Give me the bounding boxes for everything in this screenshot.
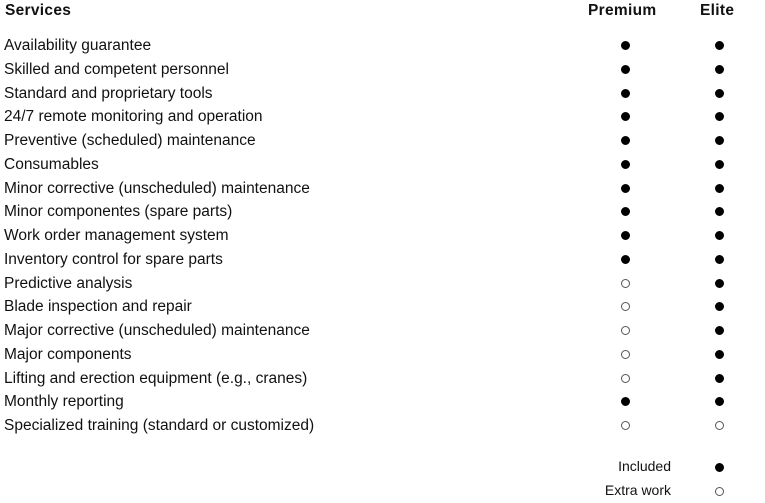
filled-circle-icon [715, 374, 724, 383]
table-row [0, 248, 765, 272]
filled-circle-icon [715, 279, 724, 288]
filled-circle-icon [715, 65, 724, 74]
legend-included [0, 454, 765, 478]
service-label: Skilled and competent personnel [4, 60, 229, 78]
open-circle-icon [621, 326, 630, 335]
table-row [0, 272, 765, 296]
filled-circle-icon [621, 89, 630, 98]
filled-circle-icon [621, 397, 630, 406]
open-circle-icon [715, 421, 724, 430]
filled-circle-icon [621, 65, 630, 74]
filled-circle-icon [715, 184, 724, 193]
open-circle-icon [621, 421, 630, 430]
filled-circle-icon [621, 255, 630, 264]
filled-circle-icon [621, 41, 630, 50]
filled-circle-icon [715, 160, 724, 169]
open-circle-icon [621, 302, 630, 311]
filled-circle-icon [621, 160, 630, 169]
table-row [0, 153, 765, 177]
legend-extra [0, 478, 765, 502]
legend [0, 454, 765, 502]
table-row [0, 58, 765, 82]
table-row [0, 367, 765, 391]
filled-circle-icon [621, 112, 630, 121]
filled-circle-icon [715, 463, 724, 472]
elite-column-header: Elite [700, 2, 735, 19]
table-row [0, 390, 765, 414]
filled-circle-icon [715, 350, 724, 359]
table-row [0, 414, 765, 438]
filled-circle-icon [715, 207, 724, 216]
services-column-header: Services [5, 2, 72, 19]
premium-column-header: Premium [588, 2, 657, 19]
service-label: Standard and proprietary tools [4, 84, 213, 102]
table-row [0, 82, 765, 106]
filled-circle-icon [715, 112, 724, 121]
service-label: Preventive (scheduled) maintenance [4, 132, 256, 149]
filled-circle-icon [715, 397, 724, 406]
service-label: Specialized training (standard or customized) [4, 417, 315, 434]
filled-circle-icon [715, 89, 724, 98]
service-label: Blade inspection and repair [4, 298, 192, 316]
filled-circle-icon [621, 231, 630, 240]
legend-extra-label: Extra work [604, 482, 671, 498]
service-label: Major components [4, 345, 132, 363]
filled-circle-icon [715, 302, 724, 311]
service-label: Minor corrective (unscheduled) maintenance [4, 179, 310, 197]
table-row [0, 34, 765, 58]
service-label: Lifting and erection equipment (e.g., cranes) [4, 369, 308, 387]
open-circle-icon [621, 350, 630, 359]
service-label: Major corrective (unscheduled) maintenance [4, 322, 310, 339]
filled-circle-icon [715, 326, 724, 335]
filled-circle-icon [621, 136, 630, 145]
filled-circle-icon [715, 255, 724, 264]
filled-circle-icon [621, 184, 630, 193]
service-label: Consumables [4, 155, 99, 173]
filled-circle-icon [715, 231, 724, 240]
table-row [0, 200, 765, 224]
service-label: Work order management system [4, 227, 229, 244]
table-header [0, 0, 765, 24]
table-row [0, 129, 765, 153]
service-label: Availability guarantee [4, 37, 152, 54]
table-row [0, 319, 765, 343]
filled-circle-icon [715, 41, 724, 50]
service-label: Predictive analysis [4, 274, 133, 292]
service-label: Monthly reporting [4, 393, 124, 411]
services-table [0, 34, 765, 438]
filled-circle-icon [715, 136, 724, 145]
table-row [0, 105, 765, 129]
service-label: Minor componentes (spare parts) [4, 203, 233, 221]
open-circle-icon [621, 374, 630, 383]
open-circle-icon [715, 487, 724, 496]
table-row [0, 295, 765, 319]
service-label: 24/7 remote monitoring and operation [4, 108, 263, 126]
table-row [0, 343, 765, 367]
legend-included-label: Included [618, 458, 671, 474]
table-row [0, 177, 765, 201]
filled-circle-icon [621, 207, 630, 216]
service-label: Inventory control for spare parts [4, 250, 223, 268]
open-circle-icon [621, 279, 630, 288]
table-row [0, 224, 765, 248]
